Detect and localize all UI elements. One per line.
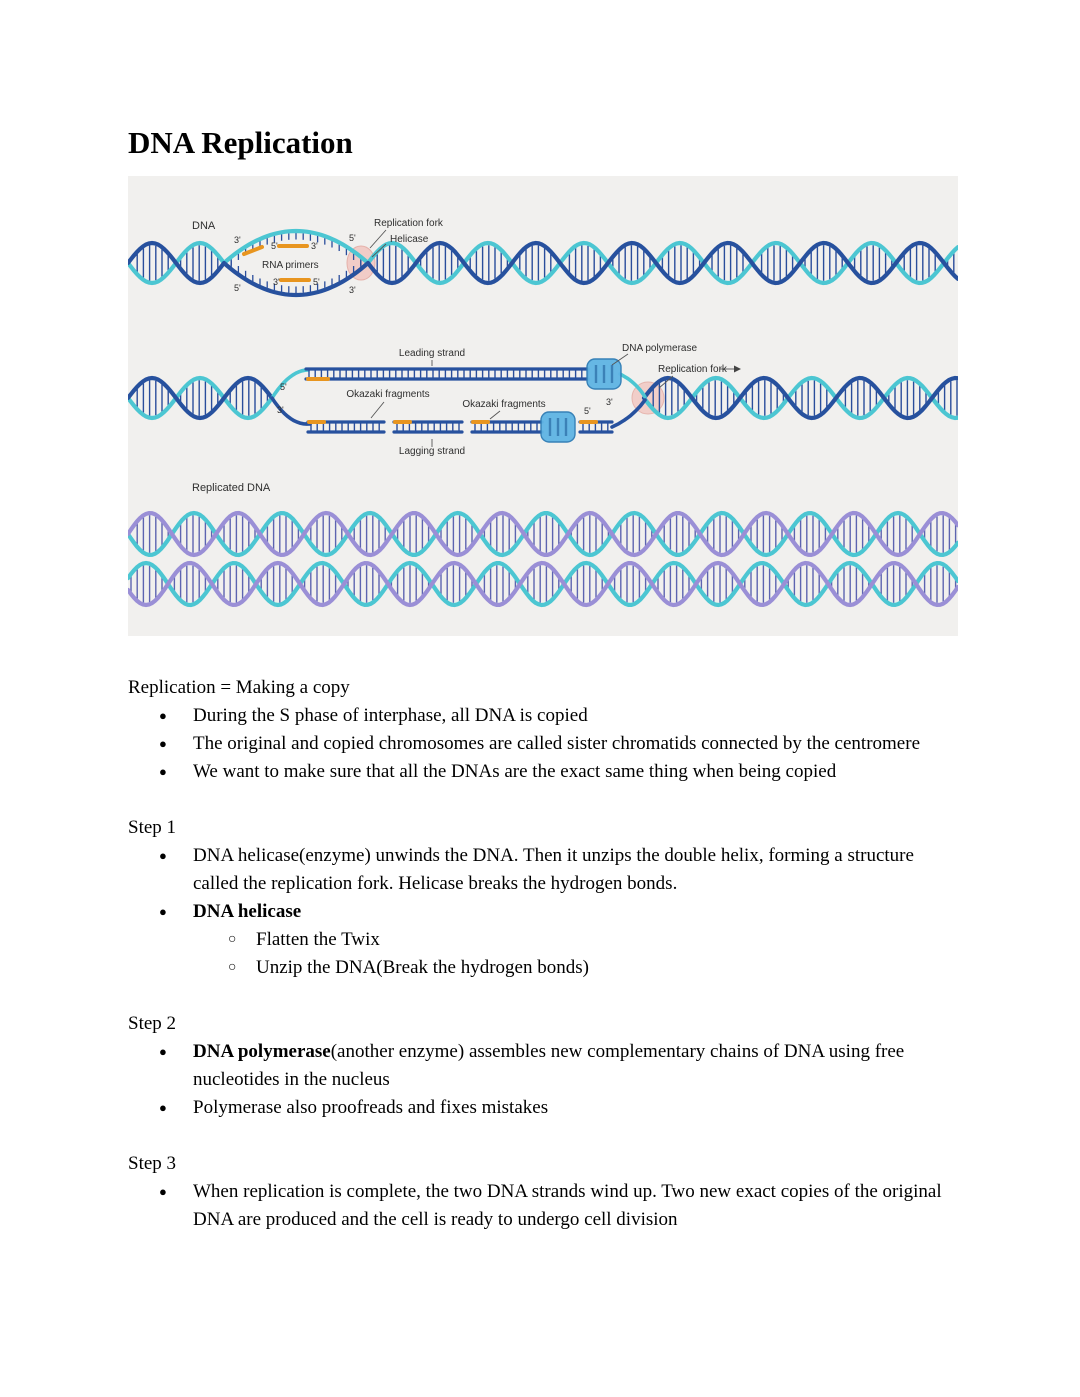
step1-heading: Step 1 (128, 817, 177, 838)
step2-bullet-list (128, 1038, 963, 1122)
label-dna: DNA (192, 220, 216, 232)
label-three-prime: 3' (273, 277, 280, 287)
bullet-item: ● The original and copied chromosomes are called sister chromatids connected by the centromere (128, 730, 963, 758)
label-three-prime: 3' (311, 241, 318, 251)
label-lagging-strand: Lagging strand (398, 446, 466, 457)
label-okazaki-fragments: Okazaki fragments (346, 389, 430, 400)
bullet-item: ● We want to make sure that all the DNAs are the exact same thing when being copied (128, 758, 963, 786)
label-five-prime: 5' (313, 277, 320, 287)
bullet-text: (another enzyme) assembles new complementary chains of DNA using free nucleotides in the nucleus (193, 1041, 905, 1090)
bullet-item: ● DNA helicase(enzyme) unwinds the DNA. Then it unzips the double helix, forming a structure called the replication fork. Helicase breaks the hydrogen bonds. (128, 842, 963, 898)
page-title: DNA Replication (128, 125, 353, 160)
label-replicated-dna: Replicated DNA (192, 482, 271, 494)
bullet-item: ● Polymerase also proofreads and fixes mistakes (128, 1094, 963, 1122)
label-replication-fork: Replication fork (658, 364, 727, 375)
label-five-prime: 5' (280, 382, 287, 392)
bold-term: DNA helicase (193, 901, 302, 922)
notes-section (128, 674, 963, 1234)
bullet-item (128, 898, 963, 982)
label-three-prime: 3' (606, 397, 613, 407)
bullet-item (128, 1038, 963, 1094)
bold-term: DNA polymerase (193, 1041, 331, 1062)
sub-bullet-item: ○ Flatten the Twix (193, 926, 963, 954)
label-five-prime: 5' (234, 283, 241, 293)
label-five-prime: 5' (349, 233, 356, 243)
dna-diagram-svg (128, 176, 958, 636)
bullet-item: ● During the S phase of interphase, all DNA is copied (128, 702, 963, 730)
intro-bullet-list (128, 702, 963, 786)
label-three-prime: 3' (234, 235, 241, 245)
label-replication-fork: Replication fork (374, 218, 443, 229)
label-dna-polymerase: DNA polymerase (622, 343, 698, 354)
label-three-prime: 3' (349, 285, 356, 295)
label-helicase: Helicase (390, 234, 429, 245)
label-okazaki-fragments: Okazaki fragments (462, 399, 546, 410)
label-rna-primers: RNA primers (262, 260, 319, 271)
step3-heading: Step 3 (128, 1153, 177, 1174)
sub-bullet-item: ○ Unzip the DNA(Break the hydrogen bonds) (193, 954, 963, 982)
bullet-item: ● When replication is complete, the two DNA strands wind up. Two new exact copies of the original DNA are produced and the cell is ready to undergo cell division (128, 1178, 963, 1234)
label-leading-strand: Leading strand (398, 348, 466, 359)
step1-sub-list (193, 926, 963, 982)
label-three-prime: 3' (277, 405, 284, 415)
step2-heading: Step 2 (128, 1013, 177, 1034)
dna-replication-diagram (128, 176, 958, 636)
step3-bullet-list (128, 1178, 963, 1234)
step1-bullet-list (128, 842, 963, 982)
replication-definition: Replication = Making a copy (128, 677, 350, 698)
label-five-prime: 5' (584, 406, 591, 416)
label-five-prime: 5' (271, 241, 278, 251)
